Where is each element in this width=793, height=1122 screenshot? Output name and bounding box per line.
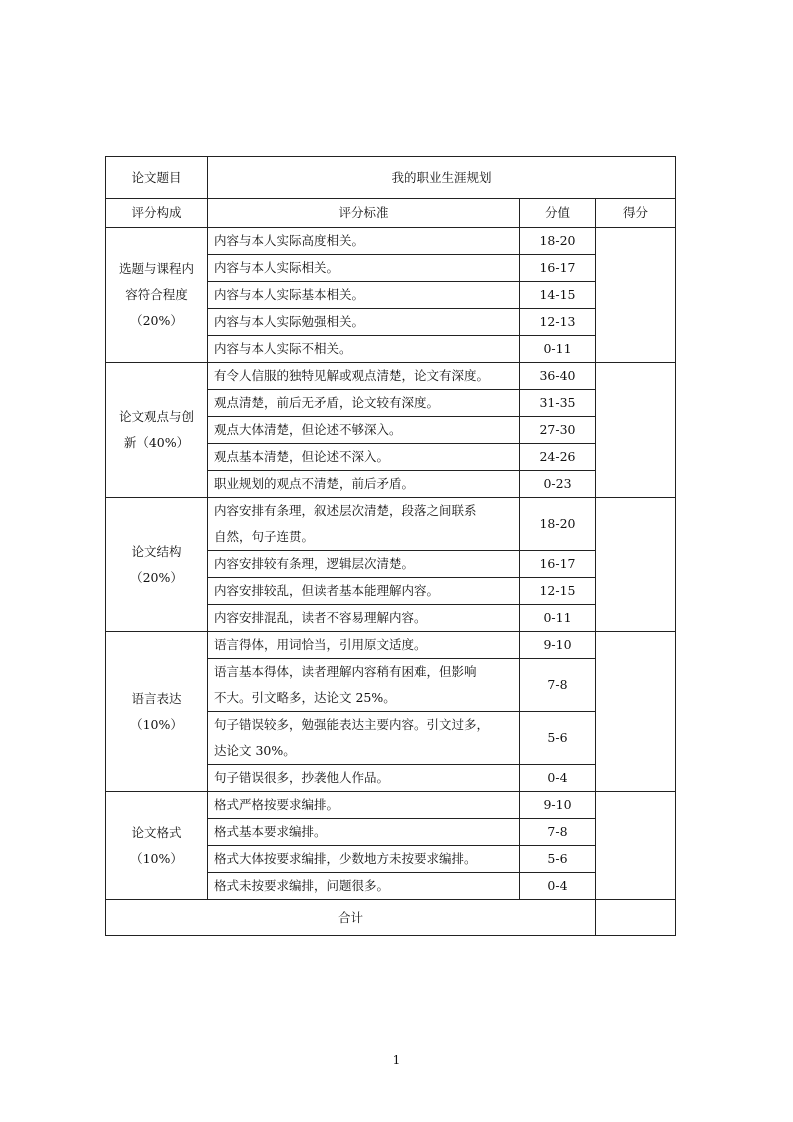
category-name-line: （10%）	[130, 716, 183, 732]
criterion-line: 观点大体清楚，但论述不够深入。	[214, 422, 402, 437]
points-cell: 5-6	[520, 712, 596, 765]
category-cell	[106, 498, 208, 632]
criterion-cell	[208, 659, 520, 712]
criterion-cell	[208, 363, 520, 390]
score-cell[interactable]	[596, 498, 676, 632]
points-cell: 9-10	[520, 792, 596, 819]
points-cell: 31-35	[520, 390, 596, 417]
points-cell: 9-10	[520, 632, 596, 659]
points-cell: 0-23	[520, 471, 596, 498]
points-cell: 18-20	[520, 498, 596, 551]
page-number: 1	[392, 1053, 401, 1067]
criterion-line: 不大。引文略多，达论文 25%。	[214, 690, 396, 705]
criterion-cell	[208, 632, 520, 659]
criterion-cell	[208, 551, 520, 578]
points-cell: 7-8	[520, 659, 596, 712]
points-cell: 14-15	[520, 282, 596, 309]
category-name-line: 容符合程度	[125, 287, 188, 302]
points-cell: 16-17	[520, 551, 596, 578]
criterion-cell	[208, 228, 520, 255]
criterion-cell	[208, 417, 520, 444]
criterion-line: 格式大体按要求编排，少数地方未按要求编排。	[214, 851, 477, 866]
points-cell: 18-20	[520, 228, 596, 255]
table-row	[106, 363, 676, 390]
criterion-line: 语言基本得体，读者理解内容稍有困难，但影响	[214, 664, 477, 679]
criterion-line: 句子错误很多，抄袭他人作品。	[214, 770, 390, 785]
category-name-line: （20%）	[130, 569, 183, 585]
criterion-line: 内容与本人实际基本相关。	[214, 287, 365, 302]
criterion-cell	[208, 444, 520, 471]
criterion-line: 达论文 30%。	[214, 743, 296, 758]
criterion-cell	[208, 873, 520, 900]
criterion-line: 自然，句子连贯。	[214, 529, 315, 544]
category-name-line: （10%）	[130, 850, 183, 866]
criterion-line: 内容安排较乱，但读者基本能理解内容。	[214, 583, 440, 598]
criterion-line: 内容与本人实际勉强相关。	[214, 314, 365, 329]
category-name-line: 论文观点与创	[118, 409, 194, 424]
criterion-cell	[208, 846, 520, 873]
points-cell: 36-40	[520, 363, 596, 390]
thesis-title: 我的职业生涯规划	[208, 157, 676, 199]
category-cell	[106, 632, 208, 792]
points-cell: 7-8	[520, 819, 596, 846]
criterion-cell	[208, 282, 520, 309]
criterion-line: 观点清楚，前后无矛盾，论文较有深度。	[214, 395, 440, 410]
header-category: 评分构成	[106, 199, 208, 228]
points-cell: 24-26	[520, 444, 596, 471]
criterion-line: 内容安排有条理，叙述层次清楚，段落之间联系	[214, 503, 477, 518]
total-row	[106, 900, 676, 936]
header-row	[106, 199, 676, 228]
criterion-cell	[208, 605, 520, 632]
criterion-line: 有令人信服的独特见解或观点清楚，论文有深度。	[214, 368, 490, 383]
category-name-line: 论文结构	[131, 543, 182, 559]
points-cell: 0-11	[520, 605, 596, 632]
table-row	[106, 632, 676, 659]
criterion-line: 格式基本要求编排。	[214, 824, 327, 839]
category-cell	[106, 792, 208, 900]
score-cell[interactable]	[596, 792, 676, 900]
total-score-cell[interactable]	[596, 900, 676, 936]
criterion-cell	[208, 336, 520, 363]
table-row	[106, 228, 676, 255]
points-cell: 16-17	[520, 255, 596, 282]
total-label: 合计	[106, 900, 596, 936]
category-name-line: 新（40%）	[123, 435, 190, 450]
grading-rubric-table	[105, 156, 676, 936]
table-row	[106, 792, 676, 819]
points-cell: 12-13	[520, 309, 596, 336]
criterion-cell	[208, 471, 520, 498]
category-cell	[106, 363, 208, 498]
criterion-line: 语言得体，用词恰当，引用原文适度。	[214, 637, 427, 652]
table-row	[106, 498, 676, 551]
criterion-cell	[208, 578, 520, 605]
score-cell[interactable]	[596, 632, 676, 792]
criterion-cell	[208, 390, 520, 417]
points-cell: 27-30	[520, 417, 596, 444]
criterion-cell	[208, 712, 520, 765]
criterion-line: 内容安排混乱，读者不容易理解内容。	[214, 610, 427, 625]
criterion-line: 内容与本人实际不相关。	[214, 341, 352, 356]
criterion-line: 内容安排较有条理，逻辑层次清楚。	[214, 556, 415, 571]
header-criteria: 评分标准	[208, 199, 520, 228]
criterion-cell	[208, 765, 520, 792]
title-label: 论文题目	[106, 157, 208, 199]
criterion-cell	[208, 498, 520, 551]
category-cell	[106, 228, 208, 363]
category-name-line: 论文格式	[131, 824, 182, 840]
category-name-line: （20%）	[130, 313, 183, 328]
criterion-line: 句子错误较多，勉强能表达主要内容。引文过多，	[214, 717, 490, 732]
criterion-line: 格式严格按要求编排。	[214, 797, 340, 812]
header-score: 得分	[596, 199, 676, 228]
criterion-line: 观点基本清楚，但论述不深入。	[214, 449, 390, 464]
criterion-line: 职业规划的观点不清楚，前后矛盾。	[214, 476, 415, 491]
criterion-line: 内容与本人实际相关。	[214, 260, 340, 275]
header-points: 分值	[520, 199, 596, 228]
category-name-line: 语言表达	[131, 690, 182, 706]
criterion-cell	[208, 309, 520, 336]
criterion-line: 格式未按要求编排，问题很多。	[214, 878, 390, 893]
criterion-cell	[208, 819, 520, 846]
points-cell: 12-15	[520, 578, 596, 605]
criterion-line: 内容与本人实际高度相关。	[214, 233, 365, 248]
points-cell: 0-4	[520, 765, 596, 792]
criterion-cell	[208, 255, 520, 282]
criterion-cell	[208, 792, 520, 819]
title-row	[106, 157, 676, 199]
points-cell: 0-11	[520, 336, 596, 363]
points-cell: 5-6	[520, 846, 596, 873]
score-cell[interactable]	[596, 228, 676, 363]
score-cell[interactable]	[596, 363, 676, 498]
points-cell: 0-4	[520, 873, 596, 900]
category-name-line: 选题与课程内	[118, 261, 194, 276]
